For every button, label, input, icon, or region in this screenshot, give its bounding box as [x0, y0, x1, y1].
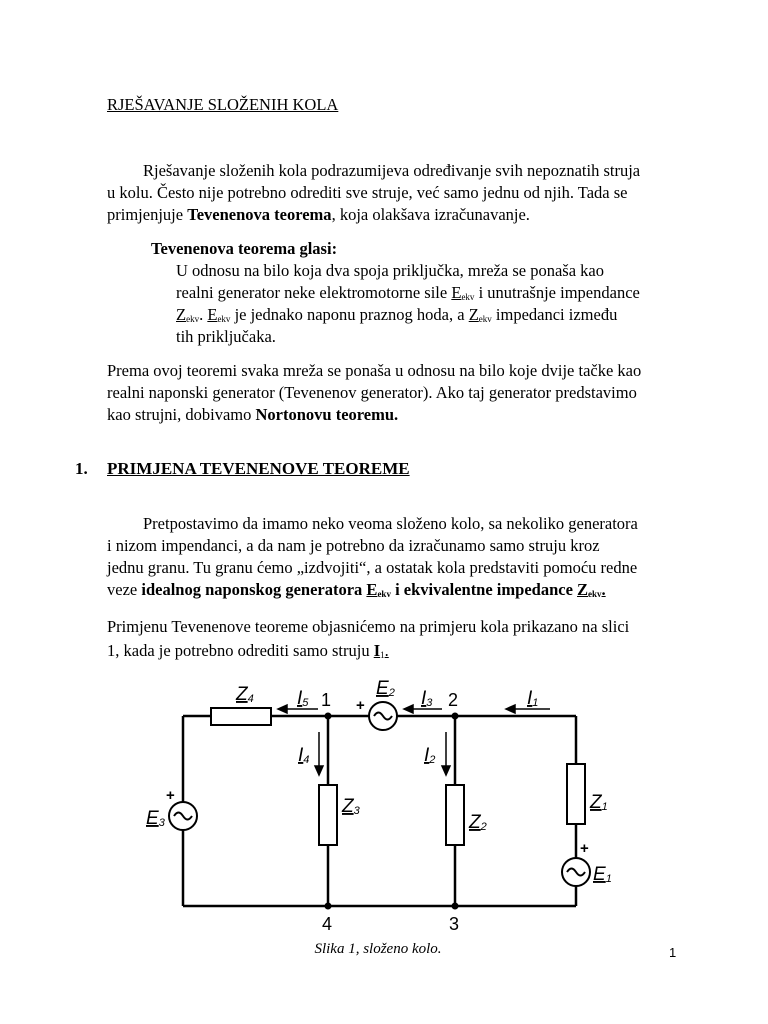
para3-line-4: veze idealnog naponskog generatora $E_{ekv}$ i ekvivalentne impedance $Z_{ekv}$. — [107, 580, 606, 599]
page-number: 1 — [669, 945, 677, 960]
para4-line-2: 1, kada je potrebno odrediti samo struju $I_1$. — [107, 641, 389, 660]
section-number: 1. — [75, 459, 88, 478]
node-4-dot — [325, 903, 332, 910]
theorem-heading: Tevenenova teorema glasi: — [151, 239, 338, 258]
arrow-i3-head — [404, 705, 413, 713]
intro-line-3: primjenjuje Tevenenova teorema, koja olakšava izračunavanje. — [107, 205, 530, 224]
label-z2: Z2 — [469, 812, 487, 833]
page-title: RJEŠAVANJE SLOŽENIH KOLA — [107, 95, 339, 114]
circuit-diagram — [0, 668, 768, 938]
plus-e2: + — [356, 697, 365, 714]
plus-e1: + — [580, 840, 589, 857]
node-1-label: 1 — [321, 690, 332, 710]
para3-line-3: jednu granu. Tu granu ćemo „izdvojiti“, a ostatak kola predstaviti pomoću redne — [107, 558, 638, 577]
para3-line-2: i nizom impendanci, a da nam je potrebno da izračunamo samo struju kroz — [107, 536, 600, 555]
impedance-z2 — [446, 785, 464, 845]
impedance-z3 — [319, 785, 337, 845]
impedance-z4 — [211, 708, 271, 725]
para3-line-1: Pretpostavimo da imamo neko veoma složeno kolo, sa nekoliko generatora — [143, 514, 638, 533]
label-e1: E1 — [593, 864, 612, 885]
arrow-i2-head — [442, 766, 450, 775]
label-z3: Z3 — [342, 796, 360, 817]
node-4-label: 4 — [322, 914, 333, 934]
para4-line-1: Primjenu Tevenenove teoreme objasnićemo na primjeru kola prikazano na slici — [107, 617, 630, 636]
intro-line-2: u kolu. Često nije potrebno odrediti sve struje, već samo jednu od njih. Tada se — [107, 183, 628, 202]
node-2-dot — [452, 713, 459, 720]
node-3-dot — [452, 903, 459, 910]
label-e3: E3 — [146, 808, 165, 829]
section-heading: PRIMJENA TEVENENOVE TEOREME — [107, 459, 410, 478]
label-i2: I2 — [424, 745, 436, 766]
para2-line-3: kao strujni, dobivamo Nortonovu teoremu. — [107, 405, 399, 424]
para2-line-2: realni naponski generator (Tevenenov generator). Ako taj generator predstavimo — [107, 383, 637, 402]
arrow-i1-head — [506, 705, 515, 713]
theorem-line-3: $Z_{ekv}$. $E_{ekv}$ je jednako naponu praznog hoda, a $Z_{ekv}$ impedanci između — [176, 305, 618, 324]
label-i5: I5 — [297, 688, 309, 709]
label-i4: I4 — [298, 745, 310, 766]
label-z1: Z1 — [590, 792, 608, 813]
node-1-dot — [325, 713, 332, 720]
impedance-z1 — [567, 764, 585, 824]
theorem-line-1: U odnosu na bilo koja dva spoja priključka, mreža se ponaša kao — [176, 261, 604, 280]
thevenin-bold: Tevenenova teorema — [187, 205, 332, 224]
arrow-i5-head — [278, 705, 287, 713]
label-e2: E2 — [376, 678, 395, 699]
label-i3: I3 — [421, 688, 433, 709]
intro-line-1: Rješavanje složenih kola podrazumijeva određivanje svih nepoznatih struja — [143, 161, 641, 180]
theorem-line-2: realni generator neke elektromotorne sile $E_{ekv}$ i unutrašnje impendance — [176, 283, 640, 302]
node-3-label: 3 — [449, 914, 460, 934]
theorem-line-4: tih priključaka. — [176, 327, 276, 346]
para2-line-1: Prema ovoj teoremi svaka mreža se ponaša u odnosu na bilo koje dvije tačke kao — [107, 361, 642, 380]
node-2-label: 2 — [448, 690, 459, 710]
arrow-i4-head — [315, 766, 323, 775]
norton-bold: Nortonovu teoremu. — [255, 405, 399, 424]
plus-e3: + — [166, 787, 175, 804]
figure-caption: Slika 1, složeno kolo. — [314, 941, 442, 957]
label-i1: I1 — [527, 688, 539, 709]
label-z4: Z4 — [236, 684, 254, 705]
